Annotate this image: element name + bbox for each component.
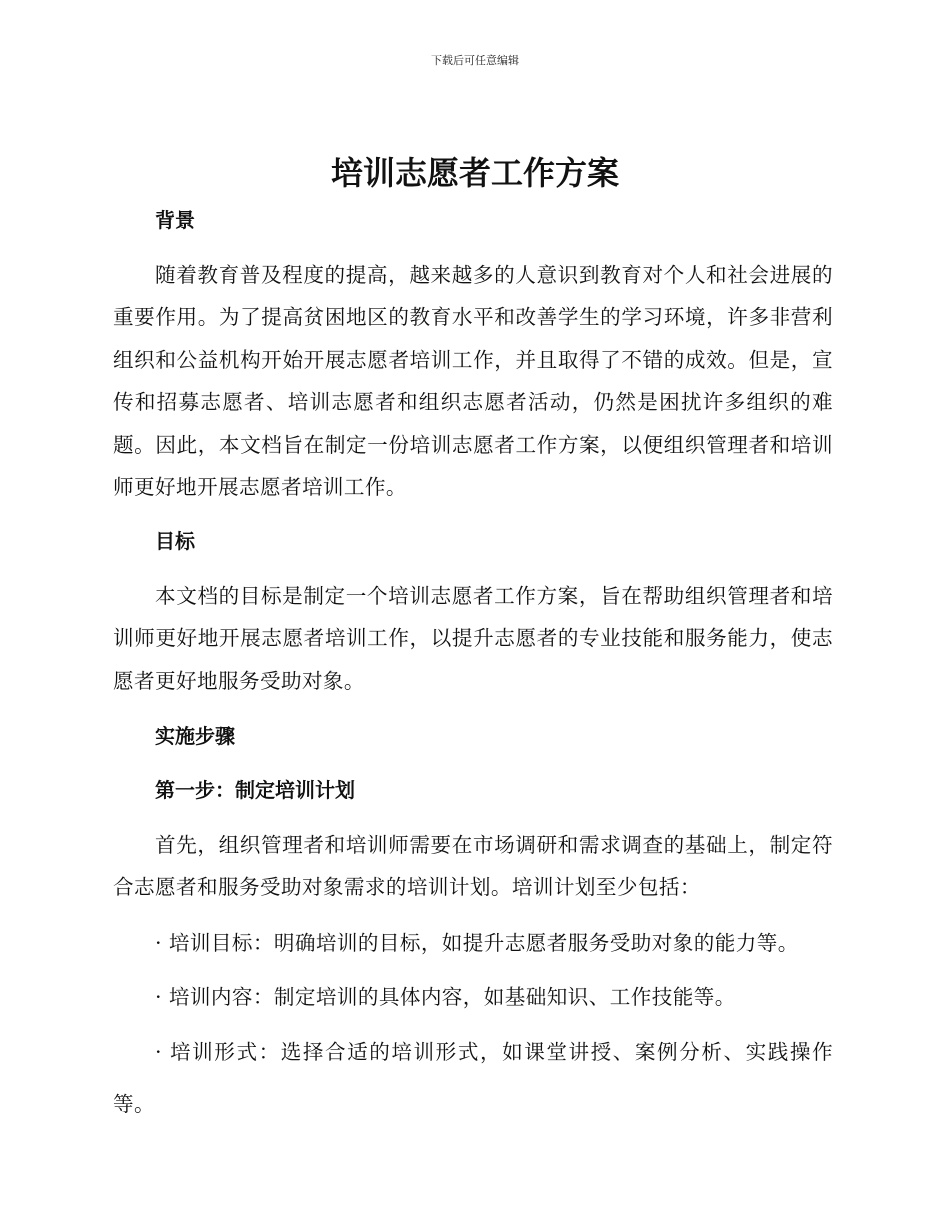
paragraph-background: 随着教育普及程度的提高，越来越多的人意识到教育对个人和社会进展的重要作用。为了提高贫困地区的教育水平和改善学生的学习环境，许多非营利组织和公益机构开始开展志愿者培训工作，并且取得了不错的成效。但是，宣传和招募志愿者、培训志愿者和组织志愿者活动，仍然是困扰许多组织的难题。因此，本文档旨在制定一份培训志愿者工作方案，以便组织管理者和培训师更好地开展志愿者培训工作。 bbox=[113, 263, 833, 500]
bullet-item-training-format: · 培训形式：选择合适的培训形式，如课堂讲授、案例分析、实践操作等。 bbox=[113, 1040, 833, 1116]
header-note: 下载后可任意编辑 bbox=[431, 54, 519, 67]
heading-goal: 目标 bbox=[155, 529, 195, 553]
bullet-item-training-goal: · 培训目标：明确培训的目标，如提升志愿者服务受助对象的能力等。 bbox=[155, 931, 799, 955]
bullet-item-training-content: · 培训内容：制定培训的具体内容，如基础知识、工作技能等。 bbox=[155, 985, 736, 1009]
paragraph-goal: 本文档的目标是制定一个培训志愿者工作方案，旨在帮助组织管理者和培训师更好地开展志愿者培训工作，以提升志愿者的专业技能和服务能力，使志愿者更好地服务受助对象。 bbox=[113, 584, 833, 693]
document-title: 培训志愿者工作方案 bbox=[330, 154, 619, 192]
heading-background: 背景 bbox=[155, 208, 195, 232]
heading-step-1: 第一步：制定培训计划 bbox=[155, 778, 355, 802]
paragraph-step-1: 首先，组织管理者和培训师需要在市场调研和需求调查的基础上，制定符合志愿者和服务受助对象需求的培训计划。培训计划至少包括： bbox=[113, 833, 833, 900]
heading-steps: 实施步骤 bbox=[155, 724, 235, 748]
